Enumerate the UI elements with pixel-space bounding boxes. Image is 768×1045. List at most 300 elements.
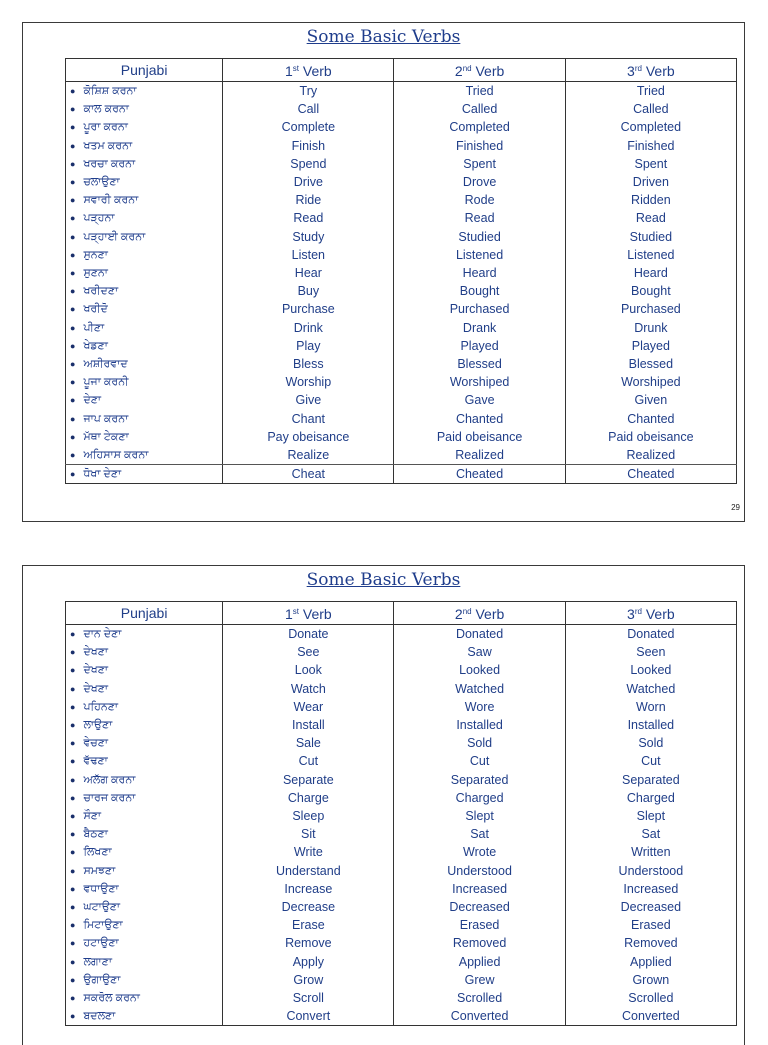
- bullet-icon: ●: [70, 395, 76, 406]
- bullet-icon: ●: [70, 268, 76, 279]
- first-verb-cell: Drink: [223, 319, 394, 337]
- first-verb-cell: Grow: [223, 971, 394, 989]
- first-verb-cell: Worship: [223, 373, 394, 391]
- first-verb-cell: Pay obeisance: [223, 428, 394, 446]
- second-verb-cell: Purchased: [394, 300, 565, 318]
- punjabi-cell: [66, 209, 223, 227]
- second-verb-cell: Worshiped: [394, 373, 565, 391]
- bullet-icon: ●: [70, 865, 76, 876]
- punjabi-cell: [66, 355, 223, 373]
- punjabi-text: ਖੇਡਣਾ: [83, 339, 108, 352]
- punjabi-text: ਦੇਖਣਾ: [83, 682, 109, 695]
- first-verb-cell: Try: [223, 82, 394, 101]
- table-row: [66, 953, 737, 971]
- table-row: [66, 373, 737, 391]
- bullet-icon: ●: [70, 158, 76, 169]
- table-row: [66, 916, 737, 934]
- table-row: [66, 446, 737, 465]
- bullet-icon: ●: [70, 774, 76, 785]
- punjabi-cell: [66, 410, 223, 428]
- first-verb-cell: Call: [223, 100, 394, 118]
- first-verb-cell: See: [223, 643, 394, 661]
- punjabi-text: ਜਾਪ ਕਰਨਾ: [83, 412, 129, 425]
- third-verb-cell: Chanted: [565, 410, 736, 428]
- header-second-verb: 2nd Verb: [394, 602, 565, 625]
- third-verb-cell: Increased: [565, 880, 736, 898]
- third-verb-cell: Blessed: [565, 355, 736, 373]
- table-row: [66, 391, 737, 409]
- first-verb-cell: Buy: [223, 282, 394, 300]
- table-row: [66, 264, 737, 282]
- punjabi-text: ਖਰੀਦਣਾ: [83, 285, 119, 298]
- punjabi-cell: [66, 337, 223, 355]
- verb-table: [65, 58, 737, 484]
- first-verb-cell: Drive: [223, 173, 394, 191]
- second-verb-cell: Increased: [394, 880, 565, 898]
- table-row: [66, 155, 737, 173]
- bullet-icon: ●: [70, 413, 76, 424]
- table-row: [66, 934, 737, 952]
- table-row: [66, 680, 737, 698]
- punjabi-text: ਦੇਖਣਾ: [83, 664, 109, 677]
- bullet-icon: ●: [70, 792, 76, 803]
- first-verb-cell: Look: [223, 661, 394, 679]
- first-verb-cell: Cheat: [223, 465, 394, 484]
- table-row: [66, 82, 737, 101]
- third-verb-cell: Sold: [565, 734, 736, 752]
- punjabi-cell: [66, 282, 223, 300]
- second-verb-cell: Read: [394, 209, 565, 227]
- second-verb-cell: Completed: [394, 118, 565, 136]
- bullet-icon: ●: [70, 701, 76, 712]
- punjabi-text: ਸੌਣਾ: [83, 810, 102, 823]
- punjabi-text: ਘਟਾਉਣਾ: [83, 901, 121, 914]
- punjabi-text: ਲਗਾਣਾ: [83, 955, 112, 968]
- bullet-icon: ●: [70, 86, 76, 96]
- table-row: [66, 825, 737, 843]
- punjabi-cell: [66, 661, 223, 679]
- table-row: [66, 643, 737, 661]
- punjabi-text: ਪਹਿਨਣਾ: [83, 700, 119, 713]
- table-row: [66, 989, 737, 1007]
- punjabi-text: ਹਟਾਉਣਾ: [83, 937, 119, 950]
- bullet-icon: ●: [70, 938, 76, 949]
- second-verb-cell: Gave: [394, 391, 565, 409]
- third-verb-cell: Erased: [565, 916, 736, 934]
- third-verb-cell: Converted: [565, 1007, 736, 1026]
- table-row: [66, 228, 737, 246]
- bullet-icon: ●: [70, 683, 76, 694]
- table-row: [66, 734, 737, 752]
- table-row: [66, 698, 737, 716]
- second-verb-cell: Called: [394, 100, 565, 118]
- punjabi-cell: [66, 916, 223, 934]
- punjabi-text: ਅਲੱਗ ਕਰਨਾ: [83, 773, 136, 786]
- punjabi-cell: [66, 391, 223, 409]
- table-row: [66, 625, 737, 644]
- table-row: [66, 118, 737, 136]
- second-verb-cell: Scrolled: [394, 989, 565, 1007]
- second-verb-cell: Listened: [394, 246, 565, 264]
- table-row: [66, 191, 737, 209]
- first-verb-cell: Scroll: [223, 989, 394, 1007]
- second-verb-cell: Removed: [394, 934, 565, 952]
- first-verb-cell: Chant: [223, 410, 394, 428]
- first-verb-cell: Study: [223, 228, 394, 246]
- punjabi-cell: [66, 173, 223, 191]
- bullet-icon: ●: [70, 286, 76, 297]
- second-verb-cell: Sold: [394, 734, 565, 752]
- punjabi-text: ਕੋਸ਼ਿਸ਼ ਕਰਨਾ: [83, 85, 137, 97]
- third-verb-cell: Seen: [565, 643, 736, 661]
- punjabi-cell: [66, 137, 223, 155]
- bullet-icon: ●: [70, 993, 76, 1004]
- punjabi-text: ਚਾਰਜ ਕਰਨਾ: [83, 791, 136, 804]
- bullet-icon: ●: [70, 956, 76, 967]
- first-verb-cell: Convert: [223, 1007, 394, 1026]
- punjabi-cell: [66, 465, 223, 484]
- first-verb-cell: Complete: [223, 118, 394, 136]
- first-verb-cell: Decrease: [223, 898, 394, 916]
- page-number: 29: [731, 503, 740, 512]
- bullet-icon: ●: [70, 104, 76, 115]
- punjabi-cell: [66, 643, 223, 661]
- second-verb-cell: Studied: [394, 228, 565, 246]
- punjabi-cell: [66, 228, 223, 246]
- third-verb-cell: Slept: [565, 807, 736, 825]
- punjabi-text: ਪੜ੍ਹਨਾ: [83, 212, 115, 225]
- second-verb-cell: Slept: [394, 807, 565, 825]
- punjabi-text: ਦੇਣਾ: [83, 394, 102, 407]
- punjabi-cell: [66, 319, 223, 337]
- punjabi-text: ਧੋਖਾ ਦੇਣਾ: [83, 468, 122, 481]
- slide-title: Some Basic Verbs: [306, 570, 461, 590]
- first-verb-cell: Increase: [223, 880, 394, 898]
- third-verb-cell: Completed: [565, 118, 736, 136]
- punjabi-cell: [66, 680, 223, 698]
- punjabi-text: ਕਾਲ ਕਰਨਾ: [83, 103, 129, 116]
- first-verb-cell: Ride: [223, 191, 394, 209]
- bullet-icon: ●: [70, 665, 76, 676]
- first-verb-cell: Purchase: [223, 300, 394, 318]
- first-verb-cell: Apply: [223, 953, 394, 971]
- third-verb-cell: Purchased: [565, 300, 736, 318]
- first-verb-cell: Charge: [223, 789, 394, 807]
- bullet-icon: ●: [70, 431, 76, 442]
- bullet-icon: ●: [70, 213, 76, 224]
- third-verb-cell: Watched: [565, 680, 736, 698]
- first-verb-cell: Sit: [223, 825, 394, 843]
- punjabi-text: ਦਾਨ ਦੇਣਾ: [83, 628, 122, 640]
- first-verb-cell: Wear: [223, 698, 394, 716]
- bullet-icon: ●: [70, 756, 76, 767]
- third-verb-cell: Worn: [565, 698, 736, 716]
- third-verb-cell: Read: [565, 209, 736, 227]
- punjabi-text: ਪੜ੍ਹਾਈ ਕਰਨਾ: [83, 230, 146, 243]
- third-verb-cell: Bought: [565, 282, 736, 300]
- first-verb-cell: Play: [223, 337, 394, 355]
- table-row: [66, 300, 737, 318]
- punjabi-cell: [66, 825, 223, 843]
- punjabi-cell: [66, 734, 223, 752]
- bullet-icon: ●: [70, 377, 76, 388]
- second-verb-cell: Installed: [394, 716, 565, 734]
- third-verb-cell: Spent: [565, 155, 736, 173]
- second-verb-cell: Realized: [394, 446, 565, 465]
- third-verb-cell: Given: [565, 391, 736, 409]
- punjabi-text: ਅਹਿਸਾਸ ਕਰਨਾ: [83, 449, 149, 462]
- second-verb-cell: Cheated: [394, 465, 565, 484]
- third-verb-cell: Understood: [565, 862, 736, 880]
- punjabi-cell: [66, 989, 223, 1007]
- second-verb-cell: Grew: [394, 971, 565, 989]
- third-verb-cell: Grown: [565, 971, 736, 989]
- table-row: [66, 428, 737, 446]
- punjabi-cell: [66, 971, 223, 989]
- table-row: [66, 843, 737, 861]
- second-verb-cell: Tried: [394, 82, 565, 101]
- header-third-verb: 3rd Verb: [565, 59, 736, 82]
- bullet-icon: ●: [70, 829, 76, 840]
- third-verb-cell: Cheated: [565, 465, 736, 484]
- bullet-icon: ●: [70, 920, 76, 931]
- bullet-icon: ●: [70, 140, 76, 151]
- table-row: [66, 661, 737, 679]
- punjabi-cell: [66, 752, 223, 770]
- punjabi-text: ਬਦਲਣਾ: [83, 1010, 116, 1023]
- third-verb-cell: Worshiped: [565, 373, 736, 391]
- header-second-verb: 2nd Verb: [394, 59, 565, 82]
- punjabi-cell: [66, 428, 223, 446]
- punjabi-text: ਸਵਾਰੀ ਕਰਨਾ: [83, 194, 139, 207]
- third-verb-cell: Cut: [565, 752, 736, 770]
- punjabi-text: ਲਿਖਣਾ: [83, 846, 112, 859]
- second-verb-cell: Decreased: [394, 898, 565, 916]
- punjabi-cell: [66, 862, 223, 880]
- third-verb-cell: Looked: [565, 661, 736, 679]
- bullet-icon: ●: [70, 883, 76, 894]
- punjabi-cell: [66, 934, 223, 952]
- second-verb-cell: Rode: [394, 191, 565, 209]
- first-verb-cell: Write: [223, 843, 394, 861]
- second-verb-cell: Bought: [394, 282, 565, 300]
- punjabi-cell: [66, 698, 223, 716]
- bullet-icon: ●: [70, 469, 76, 480]
- first-verb-cell: Finish: [223, 137, 394, 155]
- punjabi-text: ਸਕਰੋਲ ਕਰਨਾ: [83, 992, 140, 1005]
- punjabi-text: ਲਾਉਣਾ: [83, 719, 113, 732]
- table-row: [66, 209, 737, 227]
- second-verb-cell: Wore: [394, 698, 565, 716]
- third-verb-cell: Ridden: [565, 191, 736, 209]
- punjabi-cell: [66, 880, 223, 898]
- punjabi-text: ਦੇਖਣਾ: [83, 646, 109, 659]
- third-verb-cell: Studied: [565, 228, 736, 246]
- second-verb-cell: Finished: [394, 137, 565, 155]
- second-verb-cell: Drove: [394, 173, 565, 191]
- third-verb-cell: Donated: [565, 625, 736, 644]
- punjabi-text: ਪੂਜਾ ਕਰਨੀ: [83, 376, 129, 389]
- punjabi-text: ਸਮਝਣਾ: [83, 864, 116, 877]
- bullet-icon: ●: [70, 720, 76, 731]
- punjabi-cell: [66, 300, 223, 318]
- third-verb-cell: Played: [565, 337, 736, 355]
- table-row: [66, 337, 737, 355]
- first-verb-cell: Remove: [223, 934, 394, 952]
- table-row: [66, 319, 737, 337]
- first-verb-cell: Read: [223, 209, 394, 227]
- punjabi-cell: [66, 246, 223, 264]
- first-verb-cell: Donate: [223, 625, 394, 644]
- table-row: [66, 137, 737, 155]
- bullet-icon: ●: [70, 450, 76, 461]
- punjabi-cell: [66, 264, 223, 282]
- punjabi-cell: [66, 716, 223, 734]
- bullet-icon: ●: [70, 974, 76, 985]
- punjabi-cell: [66, 100, 223, 118]
- third-verb-cell: Written: [565, 843, 736, 861]
- table-row: [66, 355, 737, 373]
- punjabi-cell: [66, 953, 223, 971]
- table-header-row: [66, 602, 737, 625]
- bullet-icon: ●: [70, 1011, 76, 1022]
- second-verb-cell: Converted: [394, 1007, 565, 1026]
- punjabi-cell: [66, 625, 223, 644]
- first-verb-cell: Listen: [223, 246, 394, 264]
- second-verb-cell: Applied: [394, 953, 565, 971]
- bullet-icon: ●: [70, 231, 76, 242]
- punjabi-text: ਸੁਨਣਾ: [83, 248, 108, 261]
- second-verb-cell: Watched: [394, 680, 565, 698]
- third-verb-cell: Applied: [565, 953, 736, 971]
- punjabi-cell: [66, 807, 223, 825]
- table-row: [66, 173, 737, 191]
- bullet-icon: ●: [70, 177, 76, 188]
- first-verb-cell: Hear: [223, 264, 394, 282]
- bullet-icon: ●: [70, 122, 76, 133]
- punjabi-text: ਚਲਾਉਣਾ: [83, 176, 120, 189]
- third-verb-cell: Charged: [565, 789, 736, 807]
- first-verb-cell: Watch: [223, 680, 394, 698]
- slide-page-30: [22, 565, 745, 1045]
- second-verb-cell: Cut: [394, 752, 565, 770]
- table-row: [66, 100, 737, 118]
- first-verb-cell: Spend: [223, 155, 394, 173]
- punjabi-cell: [66, 843, 223, 861]
- table-row: [66, 971, 737, 989]
- punjabi-text: ਖਤਮ ਕਰਨਾ: [83, 139, 133, 152]
- bullet-icon: ●: [70, 647, 76, 658]
- third-verb-cell: Drunk: [565, 319, 736, 337]
- first-verb-cell: Give: [223, 391, 394, 409]
- slide-title: Some Basic Verbs: [306, 27, 461, 47]
- third-verb-cell: Scrolled: [565, 989, 736, 1007]
- punjabi-text: ਪੂਰਾ ਕਰਨਾ: [83, 121, 128, 134]
- punjabi-cell: [66, 191, 223, 209]
- verb-table: [65, 601, 737, 1026]
- punjabi-cell: [66, 118, 223, 136]
- bullet-icon: ●: [70, 340, 76, 351]
- punjabi-cell: [66, 789, 223, 807]
- punjabi-text: ਅਸ਼ੀਰਵਾਦ: [83, 358, 128, 371]
- table-row: [66, 716, 737, 734]
- second-verb-cell: Saw: [394, 643, 565, 661]
- second-verb-cell: Blessed: [394, 355, 565, 373]
- second-verb-cell: Looked: [394, 661, 565, 679]
- punjabi-cell: [66, 771, 223, 789]
- punjabi-text: ਉਗਾਉਣਾ: [83, 973, 121, 986]
- punjabi-cell: [66, 82, 223, 101]
- third-verb-cell: Decreased: [565, 898, 736, 916]
- bullet-icon: ●: [70, 322, 76, 333]
- second-verb-cell: Sat: [394, 825, 565, 843]
- punjabi-text: ਪੀਣਾ: [83, 321, 105, 334]
- punjabi-text: ਬੈਠਣਾ: [83, 828, 108, 841]
- table-row: [66, 465, 737, 484]
- third-verb-cell: Listened: [565, 246, 736, 264]
- table-row: [66, 789, 737, 807]
- bullet-icon: ●: [70, 359, 76, 370]
- table-row: [66, 246, 737, 264]
- second-verb-cell: Understood: [394, 862, 565, 880]
- table-row: [66, 410, 737, 428]
- table-row: [66, 880, 737, 898]
- punjabi-text: ਮੱਥਾ ਟੇਕਣਾ: [83, 430, 129, 443]
- punjabi-text: ਵੇਚਣਾ: [83, 737, 109, 750]
- table-header-row: [66, 59, 737, 82]
- punjabi-cell: [66, 373, 223, 391]
- bullet-icon: ●: [70, 902, 76, 913]
- punjabi-cell: [66, 155, 223, 173]
- third-verb-cell: Finished: [565, 137, 736, 155]
- bullet-icon: ●: [70, 738, 76, 749]
- third-verb-cell: Heard: [565, 264, 736, 282]
- first-verb-cell: Bless: [223, 355, 394, 373]
- table-row: [66, 862, 737, 880]
- second-verb-cell: Chanted: [394, 410, 565, 428]
- punjabi-text: ਵੱਢਣਾ: [83, 755, 108, 768]
- bullet-icon: ●: [70, 629, 76, 639]
- second-verb-cell: Erased: [394, 916, 565, 934]
- punjabi-cell: [66, 446, 223, 465]
- third-verb-cell: Installed: [565, 716, 736, 734]
- first-verb-cell: Erase: [223, 916, 394, 934]
- first-verb-cell: Realize: [223, 446, 394, 465]
- header-first-verb: 1st Verb: [223, 59, 394, 82]
- second-verb-cell: Wrote: [394, 843, 565, 861]
- third-verb-cell: Removed: [565, 934, 736, 952]
- header-punjabi: Punjabi: [66, 602, 223, 625]
- bullet-icon: ●: [70, 847, 76, 858]
- third-verb-cell: Separated: [565, 771, 736, 789]
- punjabi-text: ਵਧਾਉਣਾ: [83, 882, 119, 895]
- table-row: [66, 771, 737, 789]
- second-verb-cell: Separated: [394, 771, 565, 789]
- first-verb-cell: Understand: [223, 862, 394, 880]
- second-verb-cell: Donated: [394, 625, 565, 644]
- header-first-verb: 1st Verb: [223, 602, 394, 625]
- first-verb-cell: Sleep: [223, 807, 394, 825]
- bullet-icon: ●: [70, 249, 76, 260]
- header-third-verb: 3rd Verb: [565, 602, 736, 625]
- table-row: [66, 1007, 737, 1026]
- first-verb-cell: Install: [223, 716, 394, 734]
- punjabi-cell: [66, 1007, 223, 1026]
- third-verb-cell: Realized: [565, 446, 736, 465]
- second-verb-cell: Drank: [394, 319, 565, 337]
- bullet-icon: ●: [70, 195, 76, 206]
- third-verb-cell: Tried: [565, 82, 736, 101]
